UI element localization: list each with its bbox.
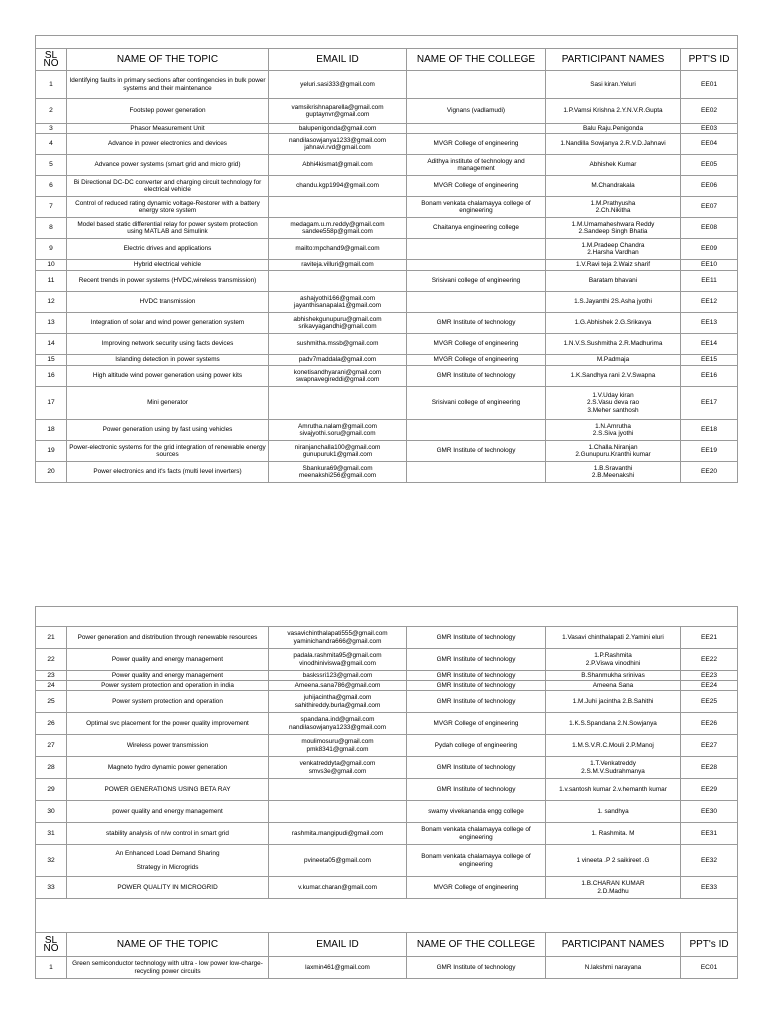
cell-topic: Islanding detection in power systems xyxy=(67,355,269,366)
header-topic: NAME OF THE TOPIC xyxy=(67,49,269,71)
cell-participants: 1.K.Sandhya rani 2.V.Swapna xyxy=(546,366,681,387)
cell-college xyxy=(407,292,546,313)
cell-sl-no: 14 xyxy=(36,334,67,355)
cell-sl-no: 19 xyxy=(36,441,67,462)
cell-participants: 1.P.Vamsi Krishna 2.Y.N.V.R.Gupta xyxy=(546,99,681,124)
cell-email: Abhi4kismat@gmail.com xyxy=(269,155,407,176)
cell-college: MVGR College of engineering xyxy=(407,334,546,355)
cell-ppt-id: EE18 xyxy=(681,420,738,441)
cell-sl-no: 7 xyxy=(36,197,67,218)
cell-participants: B.Shanmukha srinivas xyxy=(546,671,681,681)
table-row xyxy=(36,99,738,124)
cell-college: GMR Institute of technology xyxy=(407,681,546,691)
cell-participants: 1.M.Umamaheshwara Reddy 2.Sandeep Singh Bhatia xyxy=(546,218,681,239)
cell-topic: POWER QUALITY IN MICROGRID xyxy=(67,877,269,899)
table-row xyxy=(36,197,738,218)
cell-college xyxy=(407,462,546,483)
cell-ppt-id: EE24 xyxy=(681,681,738,691)
cell-participants: 1.B.Sravanthi 2.B.Meenakshi xyxy=(546,462,681,483)
cell-ppt-id: EE23 xyxy=(681,671,738,681)
table-row xyxy=(36,239,738,260)
table-row xyxy=(36,441,738,462)
cell-ppt-id: EE31 xyxy=(681,823,738,845)
cell-participants: 1.V.Ravi teja 2.Waiz sharif xyxy=(546,260,681,271)
cell-participants: 1.v.santosh kumar 2.v.hemanth kumar xyxy=(546,779,681,801)
cell-topic: Footstep power generation xyxy=(67,99,269,124)
cell-email: yeluri.sasi333@gmail.com xyxy=(269,71,407,99)
cell-sl-no: 22 xyxy=(36,649,67,671)
cell-topic: Control of reduced rating dynamic voltage-Restorer with a battery energy store system xyxy=(67,197,269,218)
cell-college xyxy=(407,260,546,271)
cell-ppt-id: EE19 xyxy=(681,441,738,462)
cell-email: moulimosuru@gmail.com pmk8341@gmail.com xyxy=(269,735,407,757)
cell-email: vasavichinthalapati555@gmail.com yaminichandra666@gmail.com xyxy=(269,627,407,649)
cell-topic: Model based static differential relay for power system protection using MATLAB and Simulink xyxy=(67,218,269,239)
cell-college xyxy=(407,239,546,260)
cell-topic: Recent trends in power systems (HVDC,wireless transmission) xyxy=(67,271,269,292)
cell-college: GMR Institute of technology xyxy=(407,441,546,462)
cell-sl-no: 12 xyxy=(36,292,67,313)
cell-email: pvineeta05@gmail.com xyxy=(269,845,407,877)
table-spacer-row xyxy=(36,36,738,49)
cell-ppt-id: EE32 xyxy=(681,845,738,877)
cell-college: GMR Institute of technology xyxy=(407,649,546,671)
cell-participants: 1.G.Abhishek 2.G.Srikavya xyxy=(546,313,681,334)
cell-participants: 1.T.Venkatreddy 2.S.M.V.Sudrahmanya xyxy=(546,757,681,779)
cell-participants: 1 vineeta .P 2 saikireet .G xyxy=(546,845,681,877)
cell-ppt-id: EE12 xyxy=(681,292,738,313)
sheet-1 xyxy=(35,35,737,483)
table-row xyxy=(36,71,738,99)
cell-ppt-id: EE13 xyxy=(681,313,738,334)
cell-ppt-id: EE22 xyxy=(681,649,738,671)
table-row xyxy=(36,271,738,292)
header-sl-no: SL NO xyxy=(36,49,67,71)
cell-sl-no: 16 xyxy=(36,366,67,387)
cell-ppt-id: EC01 xyxy=(681,957,738,979)
cell-ppt-id: EE11 xyxy=(681,271,738,292)
cell-sl-no: 31 xyxy=(36,823,67,845)
cell-topic: Power system protection and operation in india xyxy=(67,681,269,691)
cell-ppt-id: EE17 xyxy=(681,387,738,420)
cell-ppt-id: EE08 xyxy=(681,218,738,239)
table-2-body xyxy=(36,627,738,899)
cell-topic: Power electronics and it's facts (multi level inverters) xyxy=(67,462,269,483)
cell-sl-no: 27 xyxy=(36,735,67,757)
cell-participants: 1.V.Uday kiran 2.S.Vasu deva rao 3.Meher santhosh xyxy=(546,387,681,420)
cell-ppt-id: EE02 xyxy=(681,99,738,124)
cell-sl-no: 4 xyxy=(36,134,67,155)
cell-sl-no: 33 xyxy=(36,877,67,899)
table-row xyxy=(36,957,738,979)
cell-ppt-id: EE29 xyxy=(681,779,738,801)
cell-participants: N.lakshmi narayana xyxy=(546,957,681,979)
cell-sl-no: 30 xyxy=(36,801,67,823)
cell-email: rashmita.mangipudi@gmail.com xyxy=(269,823,407,845)
table-2 xyxy=(35,606,738,979)
cell-email xyxy=(269,801,407,823)
cell-college: MVGR College of engineering xyxy=(407,134,546,155)
cell-ppt-id: EE04 xyxy=(681,134,738,155)
table-spacer-row xyxy=(36,607,738,627)
cell-college: Chaitanya engineering college xyxy=(407,218,546,239)
table-row xyxy=(36,387,738,420)
cell-ppt-id: EE10 xyxy=(681,260,738,271)
cell-college: swamy vivekananda engg college xyxy=(407,801,546,823)
cell-participants: 1.N.V.S.Sushmitha 2.R.Madhurima xyxy=(546,334,681,355)
cell-college: MVGR College of engineering xyxy=(407,877,546,899)
cell-email: v.kumar.charan@gmail.com xyxy=(269,877,407,899)
cell-ppt-id: EE16 xyxy=(681,366,738,387)
header-email: EMAIL ID xyxy=(269,49,407,71)
cell-topic: Bi Directional DC-DC converter and charging circuit technology for electrical vehicle xyxy=(67,176,269,197)
cell-participants: M.Chandrakala xyxy=(546,176,681,197)
cell-topic: power quality and energy management xyxy=(67,801,269,823)
header-participants: PARTICIPANT NAMES xyxy=(546,933,681,957)
header-college: NAME OF THE COLLEGE xyxy=(407,933,546,957)
cell-participants: Ameena Sana xyxy=(546,681,681,691)
cell-email: Sbankura69@gmail.com meenakshi256@gmail.com xyxy=(269,462,407,483)
cell-sl-no: 3 xyxy=(36,124,67,134)
table-row xyxy=(36,779,738,801)
table-row xyxy=(36,713,738,735)
cell-sl-no: 11 xyxy=(36,271,67,292)
table-row xyxy=(36,260,738,271)
cell-email: juhijacintha@gmail.com sahithireddy.burla@gmail.com xyxy=(269,691,407,713)
cell-sl-no: 29 xyxy=(36,779,67,801)
cell-participants: Balu Raju.Penigonda xyxy=(546,124,681,134)
cell-email: venkatreddyta@gmail.com smvs3e@gmail.com xyxy=(269,757,407,779)
cell-topic: Phasor Measurement Unit xyxy=(67,124,269,134)
cell-ppt-id: EE14 xyxy=(681,334,738,355)
header-ppt-id: PPT'S ID xyxy=(681,49,738,71)
table-row xyxy=(36,801,738,823)
cell-college: Bonam venkata chalamayya college of engineering xyxy=(407,845,546,877)
cell-topic: Magneto hydro dynamic power generation xyxy=(67,757,269,779)
header-college: NAME OF THE COLLEGE xyxy=(407,49,546,71)
cell-sl-no: 17 xyxy=(36,387,67,420)
cell-email: chandu.kgp1994@gmail.com xyxy=(269,176,407,197)
cell-participants: 1.M.S.V.R.C.Mouli 2.P.Manoj xyxy=(546,735,681,757)
cell-participants: Sasi kiran.Yeluri xyxy=(546,71,681,99)
cell-topic: An Enhanced Load Demand Sharing Strategy in Microgrids xyxy=(67,845,269,877)
cell-college: Srisivani college of engineering xyxy=(407,271,546,292)
cell-ppt-id: EE05 xyxy=(681,155,738,176)
cell-college: GMR Institute of technology xyxy=(407,757,546,779)
cell-sl-no: 9 xyxy=(36,239,67,260)
cell-participants: 1.N.Amrutha 2.S.Siva jyothi xyxy=(546,420,681,441)
table-row xyxy=(36,627,738,649)
cell-ppt-id: EE30 xyxy=(681,801,738,823)
cell-ppt-id: EE27 xyxy=(681,735,738,757)
cell-sl-no: 8 xyxy=(36,218,67,239)
table-row xyxy=(36,845,738,877)
cell-topic: Wireless power transmission xyxy=(67,735,269,757)
cell-participants: 1. sandhya xyxy=(546,801,681,823)
cell-college: MVGR College of engineering xyxy=(407,355,546,366)
cell-ppt-id: EE21 xyxy=(681,627,738,649)
header-topic: NAME OF THE TOPIC xyxy=(67,933,269,957)
cell-email: vamsikrishnaparella@gmail.com guptaynvr@gmail.com xyxy=(269,99,407,124)
cell-topic: Power generation using by fast using vehicles xyxy=(67,420,269,441)
cell-sl-no: 32 xyxy=(36,845,67,877)
cell-college: MVGR College of engineering xyxy=(407,713,546,735)
cell-college: Bonam venkata chalamayya college of engineering xyxy=(407,823,546,845)
cell-email xyxy=(269,271,407,292)
cell-sl-no: 1 xyxy=(36,957,67,979)
cell-participants: 1. Rashmita. M xyxy=(546,823,681,845)
table-row xyxy=(36,671,738,681)
table-3-header-row xyxy=(36,933,738,957)
cell-participants: 1.M.Juhi jacintha 2.B.Sahithi xyxy=(546,691,681,713)
cell-email: nandilasowjanya1233@gmail.com jahnavi.rvd@gmail.com xyxy=(269,134,407,155)
header-ppt-id: PPT's ID xyxy=(681,933,738,957)
cell-email: laxmin461@gmail.com xyxy=(269,957,407,979)
cell-ppt-id: EE26 xyxy=(681,713,738,735)
cell-topic: stability analysis of n/w control in smart grid xyxy=(67,823,269,845)
table-row xyxy=(36,757,738,779)
table-row xyxy=(36,420,738,441)
table-row xyxy=(36,877,738,899)
cell-email xyxy=(269,197,407,218)
table-row xyxy=(36,735,738,757)
cell-topic: Power system protection and operation xyxy=(67,691,269,713)
cell-sl-no: 6 xyxy=(36,176,67,197)
table-3-body xyxy=(36,957,738,979)
cell-topic: Power quality and energy management xyxy=(67,649,269,671)
cell-topic: HVDC transmission xyxy=(67,292,269,313)
cell-sl-no: 25 xyxy=(36,691,67,713)
cell-participants: Baratam bhavani xyxy=(546,271,681,292)
cell-participants: 1.K.S.Spandana 2.N.Sowjanya xyxy=(546,713,681,735)
cell-sl-no: 10 xyxy=(36,260,67,271)
cell-sl-no: 15 xyxy=(36,355,67,366)
cell-topic: Power-electronic systems for the grid integration of renewable energy sources xyxy=(67,441,269,462)
cell-email: padala.rashmita95@gmail.com vinodhiniviswa@gmail.com xyxy=(269,649,407,671)
table-row xyxy=(36,681,738,691)
cell-sl-no: 28 xyxy=(36,757,67,779)
cell-topic: Improving network security using facts devices xyxy=(67,334,269,355)
cell-college: Srisivani college of engineering xyxy=(407,387,546,420)
table-row xyxy=(36,176,738,197)
cell-topic: Electric drives and applications xyxy=(67,239,269,260)
table-row xyxy=(36,218,738,239)
cell-ppt-id: EE07 xyxy=(681,197,738,218)
cell-sl-no: 20 xyxy=(36,462,67,483)
header-participants: PARTICIPANT NAMES xyxy=(546,49,681,71)
cell-email: baskssri123@gmail.com xyxy=(269,671,407,681)
cell-ppt-id: EE28 xyxy=(681,757,738,779)
cell-college: Adithya institute of technology and management xyxy=(407,155,546,176)
table-row xyxy=(36,134,738,155)
cell-email: Amrutha.nalam@gmail.com sivajyothi.soru@gmail.com xyxy=(269,420,407,441)
cell-ppt-id: EE06 xyxy=(681,176,738,197)
table-row xyxy=(36,691,738,713)
cell-sl-no: 23 xyxy=(36,671,67,681)
cell-college: Pydah college of engineering xyxy=(407,735,546,757)
cell-ppt-id: EE09 xyxy=(681,239,738,260)
table-row xyxy=(36,649,738,671)
cell-college: GMR Institute of technology xyxy=(407,691,546,713)
cell-college xyxy=(407,71,546,99)
cell-email: Ameena.sana786@gmail.com xyxy=(269,681,407,691)
cell-email: niranjanchalla100@gmail.com gunupuruk1@gmail.com xyxy=(269,441,407,462)
cell-email: abhishekgunupuru@gmail.com srikavyagandhi@gmail.com xyxy=(269,313,407,334)
cell-ppt-id: EE01 xyxy=(681,71,738,99)
cell-email: padv7maddala@gmail.com xyxy=(269,355,407,366)
header-sl-no: SL NO xyxy=(36,933,67,957)
table-row xyxy=(36,292,738,313)
cell-sl-no: 5 xyxy=(36,155,67,176)
cell-topic: Hybrid electrical vehicle xyxy=(67,260,269,271)
cell-participants: 1.B.CHARAN KUMAR 2.D.Madhu xyxy=(546,877,681,899)
cell-college: GMR Institute of technology xyxy=(407,366,546,387)
cell-college: GMR Institute of technology xyxy=(407,779,546,801)
cell-topic: Advance in power electronics and devices xyxy=(67,134,269,155)
cell-ppt-id: EE15 xyxy=(681,355,738,366)
sheet-2 xyxy=(35,606,737,979)
cell-ppt-id: EE25 xyxy=(681,691,738,713)
cell-email xyxy=(269,387,407,420)
cell-ppt-id: EE33 xyxy=(681,877,738,899)
cell-topic: Green semiconductor technology with ultra - low power low-charge-recycling power circuits xyxy=(67,957,269,979)
cell-sl-no: 1 xyxy=(36,71,67,99)
table-row xyxy=(36,155,738,176)
table-row xyxy=(36,124,738,134)
cell-sl-no: 21 xyxy=(36,627,67,649)
cell-topic: Power quality and energy management xyxy=(67,671,269,681)
cell-email: spandana.ind@gmail.com nandilasowjanya1233@gmail.com xyxy=(269,713,407,735)
table-1-body xyxy=(36,71,738,483)
cell-participants: 1.P.Rashmita 2.P.Viswa vinodhini xyxy=(546,649,681,671)
table-row xyxy=(36,366,738,387)
cell-participants: 1.S.Jayanthi 2S.Asha jyothi xyxy=(546,292,681,313)
cell-participants: 1.Vasavi chinthalapati 2.Yamini eluri xyxy=(546,627,681,649)
cell-college xyxy=(407,124,546,134)
header-email: EMAIL ID xyxy=(269,933,407,957)
cell-sl-no: 18 xyxy=(36,420,67,441)
cell-participants: Abhishek Kumar xyxy=(546,155,681,176)
cell-topic: Advance power systems (smart grid and micro grid) xyxy=(67,155,269,176)
cell-college xyxy=(407,420,546,441)
cell-topic: POWER GENERATIONS USING BETA RAY xyxy=(67,779,269,801)
cell-participants: 1.Nandilla Sowjanya 2.R.V.D.Jahnavi xyxy=(546,134,681,155)
cell-college: GMR Institute of technology xyxy=(407,627,546,649)
cell-email xyxy=(269,779,407,801)
cell-college: Bonam venkata chalamayya college of engineering xyxy=(407,197,546,218)
cell-participants: M.Padmaja xyxy=(546,355,681,366)
cell-topic: Optimal svc placement for the power quality improvement xyxy=(67,713,269,735)
cell-participants: 1.M.Prathyusha 2.Ch.Nikitha xyxy=(546,197,681,218)
cell-college: GMR Institute of technology xyxy=(407,313,546,334)
cell-topic: Integration of solar and wind power generation system xyxy=(67,313,269,334)
cell-topic: Power generation and distribution through renewable resources xyxy=(67,627,269,649)
cell-sl-no: 13 xyxy=(36,313,67,334)
table-header-row xyxy=(36,49,738,71)
cell-email: ashajyothi166@gmail.com jayanthisanapala1@gmail.com xyxy=(269,292,407,313)
cell-email: raviteja.villuri@gmail.com xyxy=(269,260,407,271)
cell-email: medagam.u.m.reddy@gmail.com sandee558p@gmail.com xyxy=(269,218,407,239)
cell-email: balupenigonda@gmail.com xyxy=(269,124,407,134)
cell-ppt-id: EE20 xyxy=(681,462,738,483)
table-spacer-row xyxy=(36,899,738,933)
table-1 xyxy=(35,35,738,483)
table-row xyxy=(36,823,738,845)
table-row xyxy=(36,462,738,483)
cell-college: GMR Institute of technology xyxy=(407,671,546,681)
cell-email: mailto:mpchand9@gmail.com xyxy=(269,239,407,260)
cell-topic: Mini generator xyxy=(67,387,269,420)
cell-topic: Identifying faults in primary sections after contingencies in bulk power systems and their maintenance xyxy=(67,71,269,99)
cell-ppt-id: EE03 xyxy=(681,124,738,134)
cell-college: GMR Institute of technology xyxy=(407,957,546,979)
cell-sl-no: 2 xyxy=(36,99,67,124)
cell-topic: High altitude wind power generation using power kits xyxy=(67,366,269,387)
cell-participants: 1.M.Pradeep Chandra 2.Harsha Vardhan xyxy=(546,239,681,260)
cell-email: konetisandhyarani@gmail.com swapnavegireddi@gmail.com xyxy=(269,366,407,387)
cell-participants: 1.Challa.Niranjan 2.Gunupuru.Kranthi kumar xyxy=(546,441,681,462)
table-row xyxy=(36,334,738,355)
table-row xyxy=(36,313,738,334)
cell-college: MVGR College of engineering xyxy=(407,176,546,197)
cell-sl-no: 26 xyxy=(36,713,67,735)
table-row xyxy=(36,355,738,366)
cell-email: sushmitha.mssb@gmail.com xyxy=(269,334,407,355)
cell-college: Vignans (vadlamudi) xyxy=(407,99,546,124)
cell-sl-no: 24 xyxy=(36,681,67,691)
